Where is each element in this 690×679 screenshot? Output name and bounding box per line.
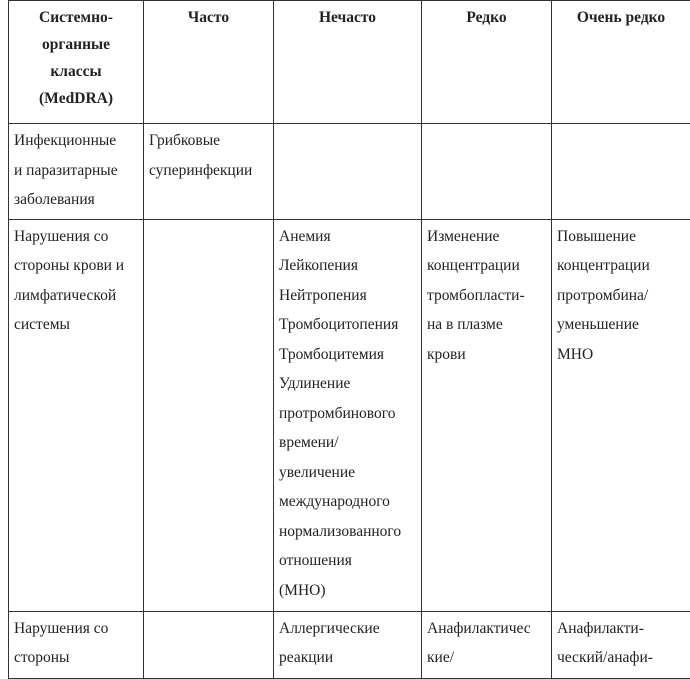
- header-uncommon: Нечасто: [274, 1, 422, 124]
- cell-very-rare: Анафилакти- ческий/анафи-: [552, 611, 690, 678]
- adverse-reactions-table: [8, 0, 690, 679]
- cell-rare: Изменение концентрации тромбопласти- на в плазме крови: [422, 219, 552, 611]
- cell-very-rare: Повышение концентрации протромбина/ уменьшение МНО: [552, 219, 690, 611]
- cell-often: Грибковые суперинфекции: [144, 124, 274, 220]
- cell-rare: Анафилактичес кие/: [422, 611, 552, 678]
- header-soc: Системно- органные классы (MedDRA): [9, 1, 144, 124]
- cell-uncommon: [274, 124, 422, 220]
- cell-soc: Нарушения со стороны: [9, 611, 144, 678]
- table-header-row: [9, 1, 690, 124]
- cell-very-rare: [552, 124, 690, 220]
- table-row: [9, 124, 690, 220]
- cell-often: [144, 611, 274, 678]
- header-very-rare: Очень редко: [552, 1, 690, 124]
- header-rare: Редко: [422, 1, 552, 124]
- cell-uncommon: Аллергические реакции: [274, 611, 422, 678]
- cell-rare: [422, 124, 552, 220]
- cell-uncommon: Анемия Лейкопения Нейтропения Тромбоцитопения Тромбоцитемия Удлинение протромбинового времени/ увеличение международного нормализованного отношения (МНО): [274, 219, 422, 611]
- cell-soc: Нарушения со стороны крови и лимфатической системы: [9, 219, 144, 611]
- cell-soc: Инфекционные и паразитарные заболевания: [9, 124, 144, 220]
- header-often: Часто: [144, 1, 274, 124]
- table-row: [9, 219, 690, 611]
- cell-often: [144, 219, 274, 611]
- table-row: [9, 611, 690, 678]
